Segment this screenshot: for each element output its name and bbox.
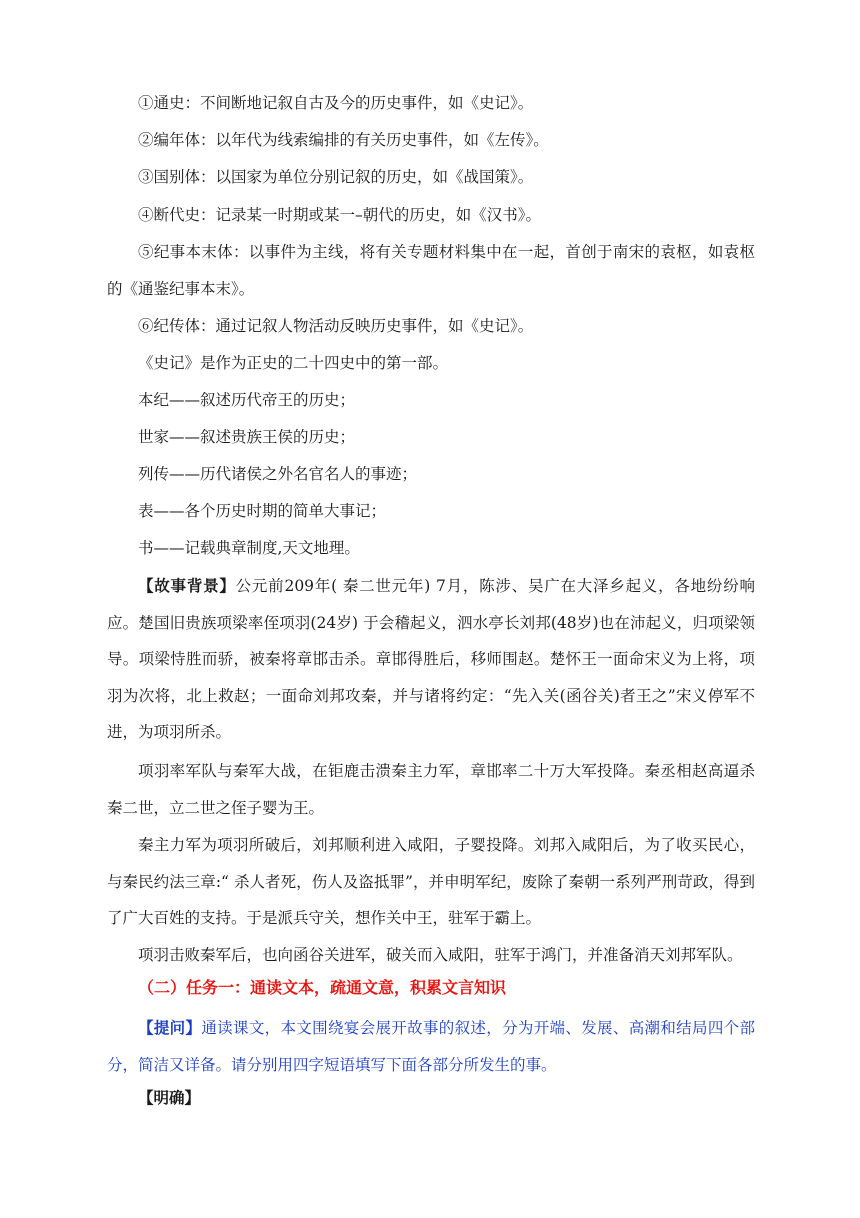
- background-text: 公元前209年( 秦二世元年) 7月，陈涉、吴广在大泽乡起义，各地纷纷响应。楚国旧贵族项梁率侄项羽(24岁) 于会稽起义，泗水亭长刘邦(48岁)也在沛起义，归项梁领导。项梁恃胜而骄，被秦将章邯击杀。章邯得胜后，移师围赵。楚怀王一面命宋义为上将，项羽为次将，北上救赵；一面命刘邦攻秦，并与诸将约定：“先入关(函谷关)者王之”宋义停军不进，为项羽所杀。: [107, 577, 755, 741]
- history-type-2: ②编年体：以年代为线索编排的有关历史事件，如《左传》。: [138, 131, 549, 149]
- background-paragraph-4: 项羽击败秦军后，也向函谷关进军，破关而入咸阳，驻军于鸿门，并准备消天刘邦军队。: [138, 946, 743, 964]
- background-paragraph-1: [107, 568, 755, 751]
- history-type-1: ①通史：不间断地记叙自古及今的历史事件，如《史记》。: [138, 94, 534, 112]
- background-paragraph-3: 秦主力军为项羽所破后，刘邦顺利进入咸阳，子婴投降。刘邦入咸阳后，为了收买民心，与秦民约法三章:“ 杀人者死，伤人及盗抵罪”，并申明军纪，废除了秦朝一系列严刑苛政，得到了广大百姓的支持。于是派兵守关，想作关中王，驻军于霸上。: [107, 836, 755, 927]
- shiji-part-shijia: 世家——叙述贵族王侯的历史；: [138, 428, 356, 446]
- shiji-part-liezhuan: 列传——历代诸侯之外名官名人的事迹；: [138, 465, 418, 483]
- question-text: 通读课文，本文围绕宴会展开故事的叙述，分为开端、发展、高潮和结局四个部分，简洁又详备。请分别用四字短语填写下面各部分所发生的事。: [107, 1019, 755, 1074]
- history-type-6: ⑥纪传体：通过记叙人物活动反映历史事件，如《史记》。: [138, 317, 534, 335]
- history-type-5: ⑤纪事本末体：以事件为主线，将有关专题材料集中在一起，首创于南宋的袁枢，如袁枢的《通鉴纪事本末》。: [107, 243, 755, 298]
- history-type-3: ③国别体：以国家为单位分别记叙的历史，如《战国策》。: [138, 168, 534, 186]
- question-label: 【提问】: [138, 1018, 202, 1037]
- question-paragraph: [107, 1010, 755, 1083]
- answer-label: 【明确】: [138, 1088, 201, 1107]
- shiji-part-benji: 本纪——叙述历代帝王的历史；: [138, 391, 356, 409]
- task-heading: （二）任务一：通读文本，疏通文意，积累文言知识: [138, 978, 507, 997]
- background-paragraph-2: 项羽率军队与秦军大战，在钜鹿击溃秦主力军，章邯率二十万大军投降。秦丞相赵高逼杀秦二世，立二世之侄子婴为王。: [107, 762, 755, 817]
- history-type-4: ④断代史：记录某一时期或某一–朝代的历史，如《汉书》。: [138, 206, 542, 224]
- shiji-part-shu: 书——记载典章制度,天文地理。: [138, 539, 360, 557]
- background-label: 【故事背景】: [138, 576, 236, 595]
- shiji-part-biao: 表——各个历史时期的简单大事记；: [138, 502, 387, 520]
- shiji-intro: 《史记》是作为正史的二十四史中的第一部。: [138, 354, 449, 372]
